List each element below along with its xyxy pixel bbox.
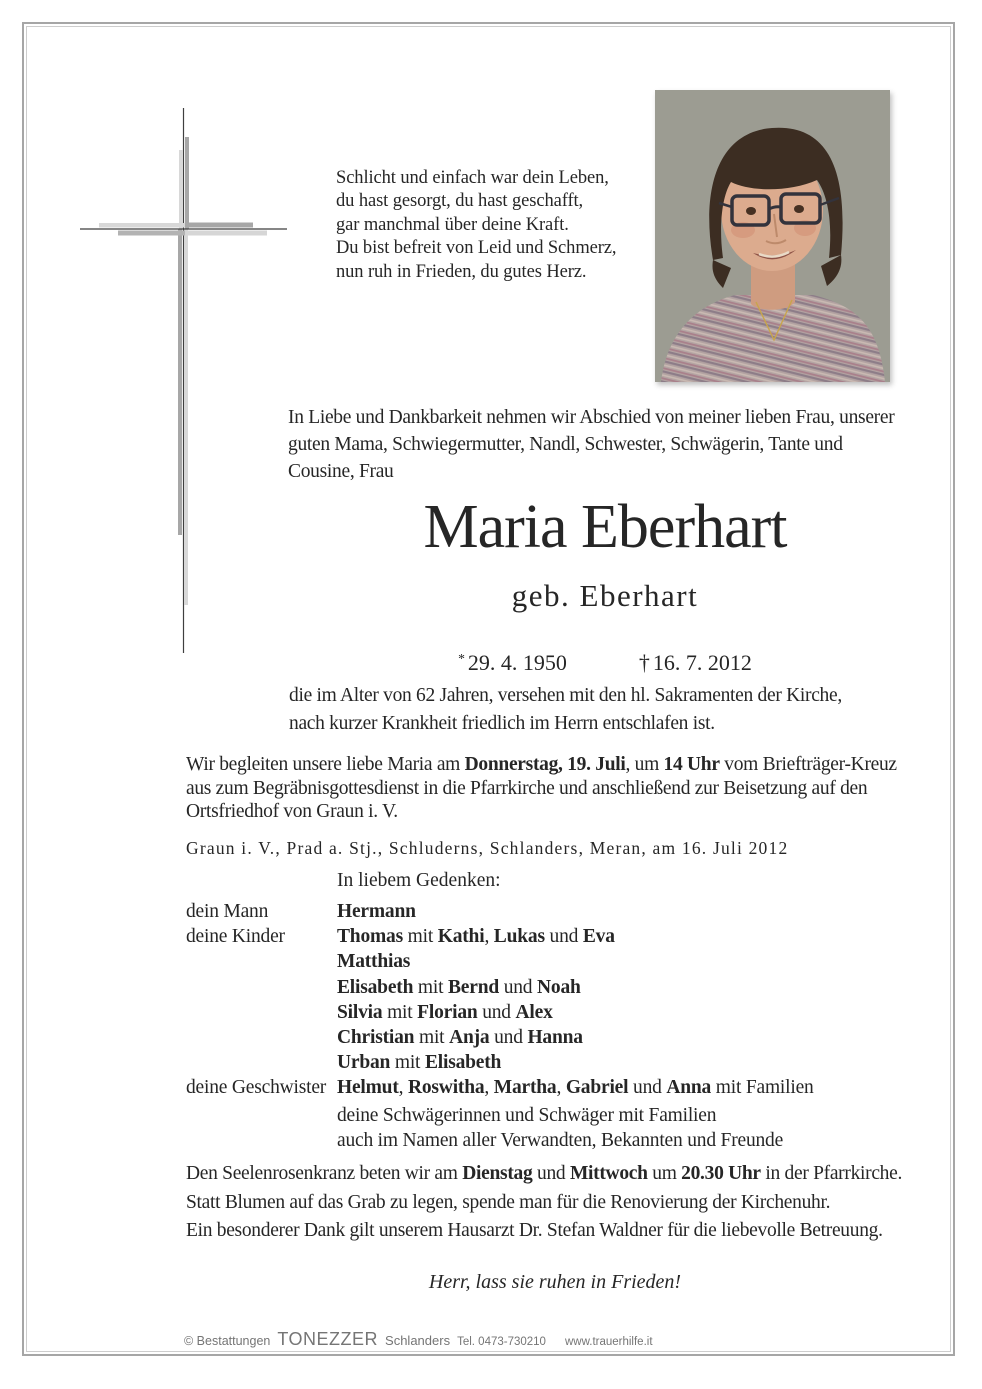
family-list (186, 899, 814, 1153)
death-date: † 16. 7. 2012 (638, 650, 752, 675)
family-row-husband (186, 899, 814, 924)
funeral-paragraph: Wir begleiten unsere liebe Maria am Donnerstag, 19. Juli, um 14 Uhr vom Briefträger-Kreuz aus zum Begräbnisgottesdienst in die Pfarrkirche und anschließend zur Beisetzung auf den Ortsfriedhof von Graun i. V. (186, 754, 897, 823)
notices: Den Seelenrosenkranz beten wir am Dienstag und Mittwoch um 20.30 Uhr in der Pfarrkirche. Statt Blumen auf das Grab zu legen, spende man für die Renovierung der Kirchenuhr. Ein besonderer Dank gilt unserem Hausarzt Dr. Stefan Waldner für die liebevolle Betreuung. (186, 1163, 903, 1242)
footer-phone: Tel. 0473-730210 (457, 1336, 546, 1348)
footer-copyright: © Bestattungen (184, 1334, 271, 1348)
family-row-siblings (186, 1075, 814, 1100)
family-row-names: deine Schwägerinnen und Schwäger mit Familien auch im Namen aller Verwandten, Bekannten und Freunde (337, 1104, 784, 1151)
funeral-home-credit (184, 1329, 653, 1350)
family-row-names: Thomas mit Kathi, Lukas und Eva Matthias Elisabeth mit Bernd und Noah Silvia mit Florian und Alex Christian mit Anja und Hanna Urban mit Elisabeth (337, 926, 615, 1074)
footer-brand: TONEZZER (277, 1329, 379, 1349)
birth-date: * 29. 4. 1950 (458, 650, 567, 675)
places-line: Graun i. V., Prad a. Stj., Schluderns, Schlanders, Meran, am 16. Juli 2012 (186, 838, 789, 858)
footer-website: www.trauerhilfe.it (564, 1336, 653, 1348)
closing-line: Herr, lass sie ruhen in Frieden! (428, 1271, 682, 1293)
family-row-label: deine Kinder (186, 926, 285, 948)
family-row-label (186, 1103, 337, 1153)
portrait-photo (655, 90, 890, 382)
family-row-names: Hermann (337, 901, 416, 922)
footer-location: Schlanders (385, 1333, 451, 1348)
life-dates (205, 650, 982, 676)
intro-paragraph: In Liebe und Dankbarkeit nehmen wir Abschied von meiner lieben Frau, unserer guten Mama, Schwiegermutter, Nandl, Schwester, Schwägerin, Tante und Cousine, Frau (288, 407, 895, 482)
remembrance-heading: In liebem Gedenken: (337, 870, 501, 891)
poem: Schlicht und einfach war dein Leben, du hast gesorgt, du hast geschafft, gar manchmal über deine Kraft. Du bist befreit von Leid und Schmerz, nun ruh in Frieden, du gutes Herz. (336, 168, 617, 282)
cross-icon (60, 100, 300, 660)
family-row-others (186, 1103, 814, 1153)
birth-star-icon: * (458, 650, 465, 666)
death-cross-icon: † (638, 650, 650, 675)
family-row-label: deine Geschwister (186, 1077, 327, 1099)
family-row-label: dein Mann (186, 901, 269, 922)
family-row-names: Helmut, Roswitha, Martha, Gabriel und Anna mit Familien (337, 1077, 814, 1099)
family-row-children (186, 924, 814, 1075)
age-paragraph: die im Alter von 62 Jahren, versehen mit den hl. Sakramenten der Kirche, nach kurzer Krankheit friedlich im Herrn entschlafen ist. (289, 685, 842, 734)
maiden-name: geb. Eberhart (511, 578, 699, 613)
deceased-name: Maria Eberhart (423, 493, 787, 561)
